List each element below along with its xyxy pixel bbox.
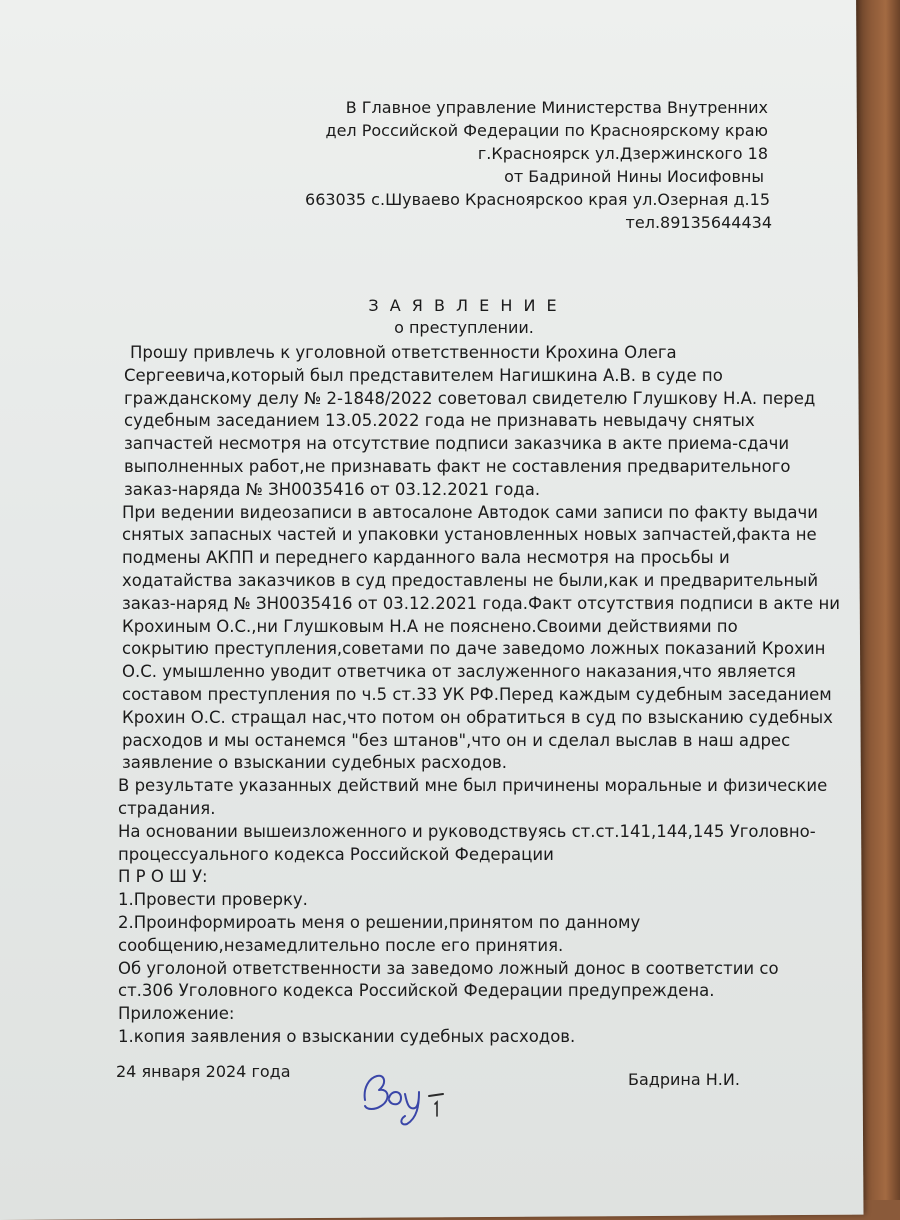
- body-line: процессуального кодекса Российской Федерации: [118, 844, 554, 864]
- body-line: Приложение:: [118, 1004, 235, 1024]
- body-line: ходатайства заказчиков в суд предоставлены не были,как и предварительный: [122, 570, 819, 590]
- header-line: дел Российской Федерации по Красноярскому краю: [325, 121, 768, 140]
- body-line: выполненных работ,не признавать факт не составления предварительного: [124, 456, 791, 476]
- body-line: П Р О Ш У:: [118, 867, 208, 887]
- body-line: 1.копия заявления о взыскании судебных расходов.: [118, 1026, 576, 1046]
- header-line: от Бадриной Нины Иосифовны: [504, 167, 764, 186]
- signature-date: 24 января 2024 года: [116, 1062, 291, 1081]
- body-line: подмены АКПП и переднего карданного вала несмотря на просьбы и: [122, 548, 730, 568]
- body-line: запчастей несмотря на отсутствие подписи заказчика в акте приема-сдачи: [124, 434, 790, 454]
- body-line: заказ-наряда № ЗН0035416 от 03.12.2021 года.: [124, 479, 541, 499]
- body-line: расходов и мы останемся "без штанов",что он и сделал выслав в наш адрес: [122, 730, 791, 750]
- header-line: г.Красноярск ул.Дзержинского 18: [477, 144, 768, 163]
- header-line: В Главное управление Министерства Внутренних: [345, 98, 768, 117]
- handwritten-signature: [355, 1060, 465, 1130]
- header-line: тел.89135644434: [625, 213, 772, 232]
- body-line: Крохин О.С. стращал нас,что потом он обратиться в суд по взысканию судебных: [122, 707, 833, 727]
- body-line: Об уголоной ответственности за заведомо ложный донос в соответстии со: [118, 958, 779, 978]
- body-line: составом преступления по ч.5 ст.33 УК РФ.Перед каждым судебным заседанием: [122, 684, 832, 704]
- body-line: 2.Проинформироать меня о решении,принятом по данному: [118, 912, 641, 932]
- body-line: Крохиным О.С.,ни Глушковым Н.А не пояснено.Своими действиями по: [122, 616, 738, 636]
- statement-body: [118, 342, 840, 1049]
- body-line: судебным заседанием 13.05.2022 года не признавать невыдачу снятых: [124, 411, 755, 431]
- body-line: При ведении видеозаписи в автосалоне Автодок сами записи по факту выдачи: [122, 502, 818, 522]
- body-line: сокрытию преступления,советами по даче заведомо ложных показаний Крохин: [122, 639, 826, 659]
- header-line: 663035 с.Шуваево Красноярскоо края ул.Озерная д.15: [305, 190, 770, 209]
- body-line: На основании вышеизложенного и руководствуясь ст.ст.141,144,145 Уголовно-: [118, 821, 816, 841]
- body-line: Сергеевича,который был представителем Нагишкина А.В. в суде по: [124, 365, 723, 385]
- body-line: заявление о взыскании судебных расходов.: [122, 753, 508, 773]
- body-line: сообщению,незамедлительно после его принятия.: [118, 935, 564, 955]
- body-line: страдания.: [118, 798, 216, 818]
- body-line: снятых запасных частей и упаковки установленных новых запчастей,факта не: [122, 525, 817, 545]
- document-subtitle: о преступлении.: [394, 318, 534, 337]
- body-line: В результате указанных действий мне был причинены моральные и физические: [118, 776, 828, 796]
- body-line: заказ-наряд № ЗН0035416 от 03.12.2021 года.Факт отсутствия подписи в акте ни: [122, 593, 840, 613]
- signer-name: Бадрина Н.И.: [628, 1070, 740, 1089]
- body-line: О.С. умышленно уводит ответчика от заслуженного наказания,что является: [122, 662, 796, 682]
- body-line: Прошу привлечь к уголовной ответственности Крохина Олега: [130, 343, 677, 362]
- body-line: гражданскому делу № 2-1848/2022 советовал свидетелю Глушкову Н.А. перед: [124, 388, 816, 408]
- body-line: ст.306 Уголовного кодекса Российской Федерации предупреждена.: [118, 981, 715, 1001]
- addressee-block: [305, 96, 772, 234]
- body-line: 1.Провести проверку.: [118, 890, 308, 910]
- document-title: З А Я В Л Е Н И Е: [368, 296, 560, 315]
